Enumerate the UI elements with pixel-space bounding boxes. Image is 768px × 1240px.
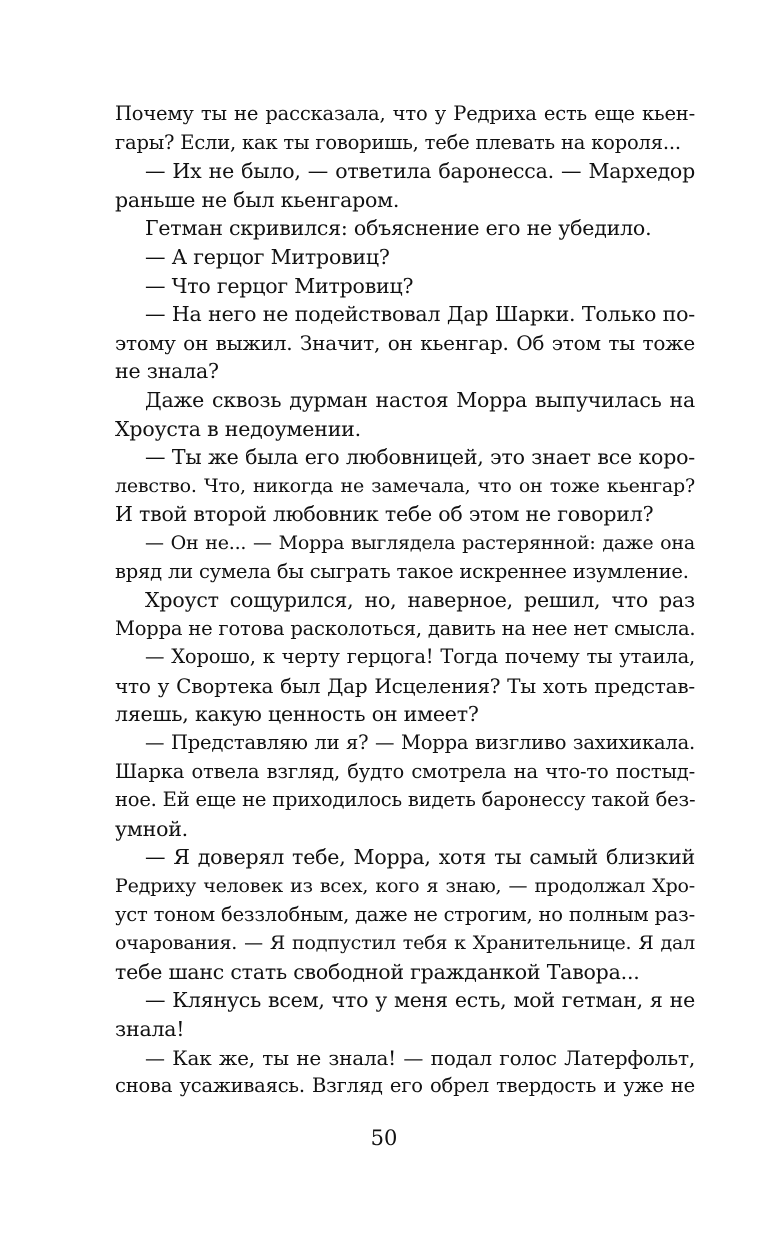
text-line: что у Свортека был Дар Исцеления? Ты хоть представ- <box>115 673 695 698</box>
text-line: гары? Если, как ты говоришь, тебе плевать на короля... <box>115 130 681 154</box>
text-line: умной. <box>115 816 188 841</box>
text-line: уст тоном беззлобным, даже не строгим, но полным раз- <box>115 902 695 926</box>
text-line: — Хорошо, к черту герцога! Тогда почему ты утаила, <box>145 645 695 669</box>
text-line: Гетман скривился: объяснение его не убедило. <box>145 216 652 241</box>
text-line: очарования. — Я подпустил тебя к Хранительнице. Я дал <box>115 932 695 955</box>
text-line: этому он выжил. Значит, он кьенгар. Об этом ты тоже <box>115 330 695 355</box>
text-line: ное. Ей еще не приходилось видеть баронессу такой без- <box>115 788 696 812</box>
text-line: Шарка отвела взгляд, будто смотрела на что-то постыд- <box>115 759 695 783</box>
text-line: знала! <box>115 1017 185 1041</box>
text-line: — Он не... — Морра выглядела растерянной: даже она <box>145 531 695 554</box>
text-line: — Клянусь всем, что у меня есть, мой гетман, я не <box>145 988 695 1013</box>
text-line: Даже сквозь дурман настоя Морра выпучилась на <box>145 387 695 412</box>
text-line: снова усаживаясь. Взгляд его обрел твердость и уже не <box>115 1074 695 1098</box>
text-line: вряд ли сумела бы сыграть такое искреннее изумление. <box>115 559 689 583</box>
text-line: раньше не был кьенгаром. <box>115 187 400 212</box>
text-line: тебе шанс стать свободной гражданкой Тавора... <box>115 959 640 984</box>
text-line: — На него не подействовал Дар Шарки. Только по- <box>145 302 695 327</box>
text-line: Почему ты не рассказала, что у Редриха есть еще кьен- <box>115 102 695 125</box>
text-line: — А герцог Митровиц? <box>145 244 390 269</box>
text-line: не знала? <box>115 359 219 384</box>
page-body <box>115 100 695 1101</box>
text-line: Морра не готова расколоться, давить на нее нет смысла. <box>115 616 696 640</box>
text-line: — Что герцог Митровиц? <box>145 273 414 298</box>
text-line: — Я доверял тебе, Морра, хотя ты самый близкий <box>145 845 695 870</box>
text-line: — Как же, ты не знала! — подал голос Латерфольт, <box>145 1045 695 1070</box>
text-line: ляешь, какую ценность он имеет? <box>115 702 479 727</box>
text-line: — Их не было, — ответила баронесса. — Мархедор <box>145 159 695 184</box>
text-line: — Ты же была его любовницей, это знает все коро- <box>145 445 695 470</box>
text-line: Хроуста в недоумении. <box>115 416 361 441</box>
page-number: 50 <box>370 1126 398 1150</box>
text-line: левство. Что, никогда не замечала, что он тоже кьенгар? <box>115 474 695 497</box>
text-line: И твой второй любовник тебе об этом не говорил? <box>115 502 654 527</box>
text-line: Редриху человек из всех, кого я знаю, — продолжал Хро- <box>115 875 695 898</box>
text-line: Хроуст сощурился, но, наверное, решил, что раз <box>145 588 695 613</box>
text-line: — Представляю ли я? — Морра визгливо захихикала. <box>145 731 695 755</box>
